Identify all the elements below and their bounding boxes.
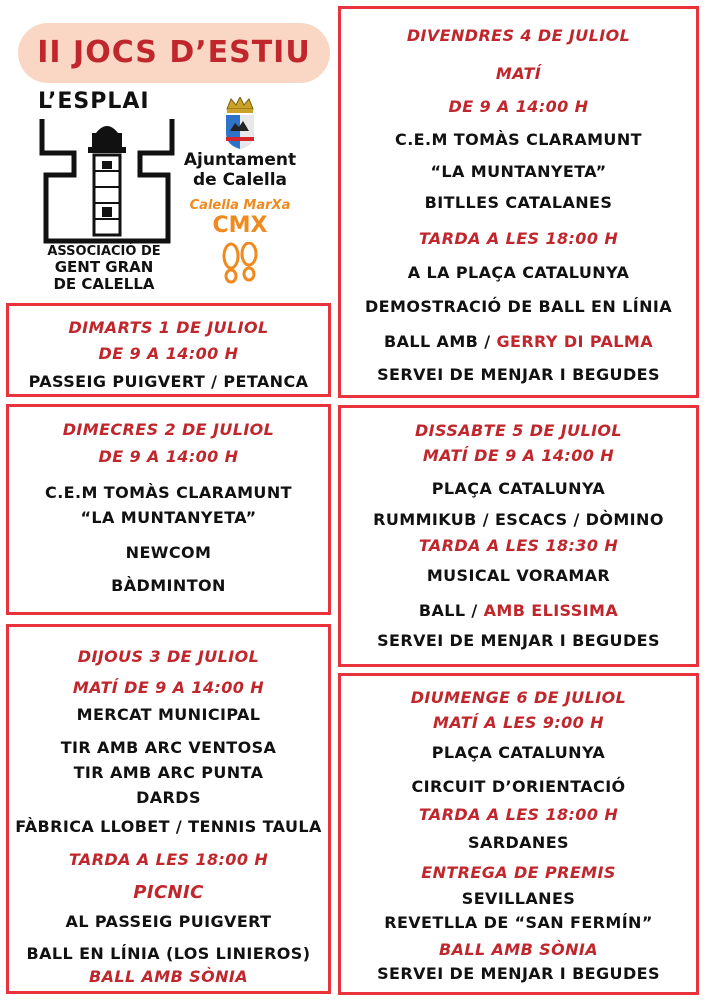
divendres-l4: A LA PLAÇA CATALUNYA [407,263,630,282]
esplai-sub-3: DE CALELLA [53,275,155,293]
dissabte-l5: SERVEI DE MENJAR I BEGUDES [377,631,660,650]
dijous-time: MATÍ DE 9 A 14:00 H [72,678,265,697]
divendres-l2: “LA MUNTANYETA” [430,162,607,181]
dijous-tarda: TARDA A LES 18:00 H [68,850,269,869]
dijous-l3: TIR AMB ARC PUNTA [73,763,264,782]
divendres-l3: BITLLES CATALANES [424,193,613,212]
dissabte-l1: PLAÇA CATALUNYA [431,479,606,498]
dissabte-l4 [341,601,696,621]
dissabte-l4a: BALL / [418,601,484,620]
dissabte-l3: MUSICAL VORAMAR [426,566,611,585]
diumenge-premis: ENTREGA DE PREMIS [421,863,616,882]
divendres-time: DE 9 A 14:00 H [448,97,589,116]
dimecres-place: C.E.M TOMÀS CLARAMUNT [45,483,292,502]
footprints-icon [220,242,260,288]
dijous-l7: BALL EN LÍNIA (LOS LINIEROS) [26,944,311,963]
divendres-day: DIVENDRES 4 DE JULIOL [406,26,631,45]
calella-marxa-label: Calella MarXa [189,198,291,213]
diumenge-l1: PLAÇA CATALUNYA [431,743,606,762]
dijous-l4: DARDS [136,788,201,807]
dijous-l2: TIR AMB ARC VENTOSA [60,738,277,757]
divendres-l6a: BALL AMB / [384,332,497,351]
dimecres-act1: NEWCOM [125,543,212,562]
dimarts-place: PASSEIG PUIGVERT / PETANCA [28,372,309,391]
dimarts-day: DIMARTS 1 DE JULIOL [68,318,269,337]
diumenge-day: DIUMENGE 6 DE JULIOL [410,688,627,707]
dijous-picnic: PICNIC [133,882,204,903]
dijous-l6: AL PASSEIG PUIGVERT [65,912,272,931]
dimarts-box [6,303,331,397]
dimecres-time: DE 9 A 14:00 H [98,447,239,466]
cmx-label: CMX [212,213,268,238]
diumenge-l7: SERVEI DE MENJAR I BEGUDES [377,964,660,983]
dimecres-place2: “LA MUNTANYETA” [80,508,257,527]
divendres-l6b: GERRY DI PALMA [496,332,653,351]
dissabte-l4b: AMB ELISSIMA [483,601,619,620]
diumenge-l5: REVETLLA DE “SAN FERMÍN” [384,913,653,932]
dissabte-box [338,405,699,667]
divendres-l6 [341,332,696,352]
dijous-day: DIJOUS 3 DE JULIOL [77,647,260,666]
diumenge-l4: SEVILLANES [461,889,576,908]
page-title: II JOCS D’ESTIU [18,23,330,83]
esplai-sub-1: ASSOCIACIÓ DE [47,244,161,259]
dissabte-l2: RUMMIKUB / ESCACS / DÒMINO [373,510,664,529]
dijous-box [6,624,331,994]
diumenge-l2: CIRCUIT D’ORIENTACIÓ [411,777,626,796]
dijous-l5: FÀBRICA LLOBET / TENNIS TAULA [15,817,322,836]
dijous-l8: BALL AMB SÒNIA [88,967,249,986]
ajuntament-line-2: de Calella [192,170,288,190]
coat-of-arms-icon [223,97,257,149]
esplai-title: L’ESPLAI [38,89,150,114]
divendres-tarda: TARDA A LES 18:00 H [418,229,619,248]
lighthouse-logo-icon [38,115,176,245]
dissabte-time: MATÍ DE 9 A 14:00 H [422,446,615,465]
divendres-mati: MATÍ [495,64,542,83]
dimecres-day: DIMECRES 2 DE JULIOL [62,420,275,439]
diumenge-l6: BALL AMB SÒNIA [438,940,599,959]
diumenge-tarda: TARDA A LES 18:00 H [418,805,619,824]
divendres-l1: C.E.M TOMÀS CLARAMUNT [395,130,642,149]
divendres-l5: DEMOSTRACIÓ DE BALL EN LÍNIA [364,297,673,316]
diumenge-l3: SARDANES [468,833,569,852]
ajuntament-line-1: Ajuntament [183,150,297,170]
dimecres-box [6,404,331,615]
divendres-box [338,6,699,398]
dissabte-tarda: TARDA A LES 18:30 H [418,536,619,555]
divendres-l7: SERVEI DE MENJAR I BEGUDES [377,365,660,384]
diumenge-time: MATÍ A LES 9:00 H [433,713,604,732]
esplai-sub-2: GENT GRAN [54,258,154,276]
dimarts-time: DE 9 A 14:00 H [98,344,239,363]
dissabte-day: DISSABTE 5 DE JULIOL [414,421,623,440]
dimecres-act2: BÀDMINTON [111,576,226,595]
dijous-l1: MERCAT MUNICIPAL [76,705,261,724]
diumenge-box [338,673,699,995]
